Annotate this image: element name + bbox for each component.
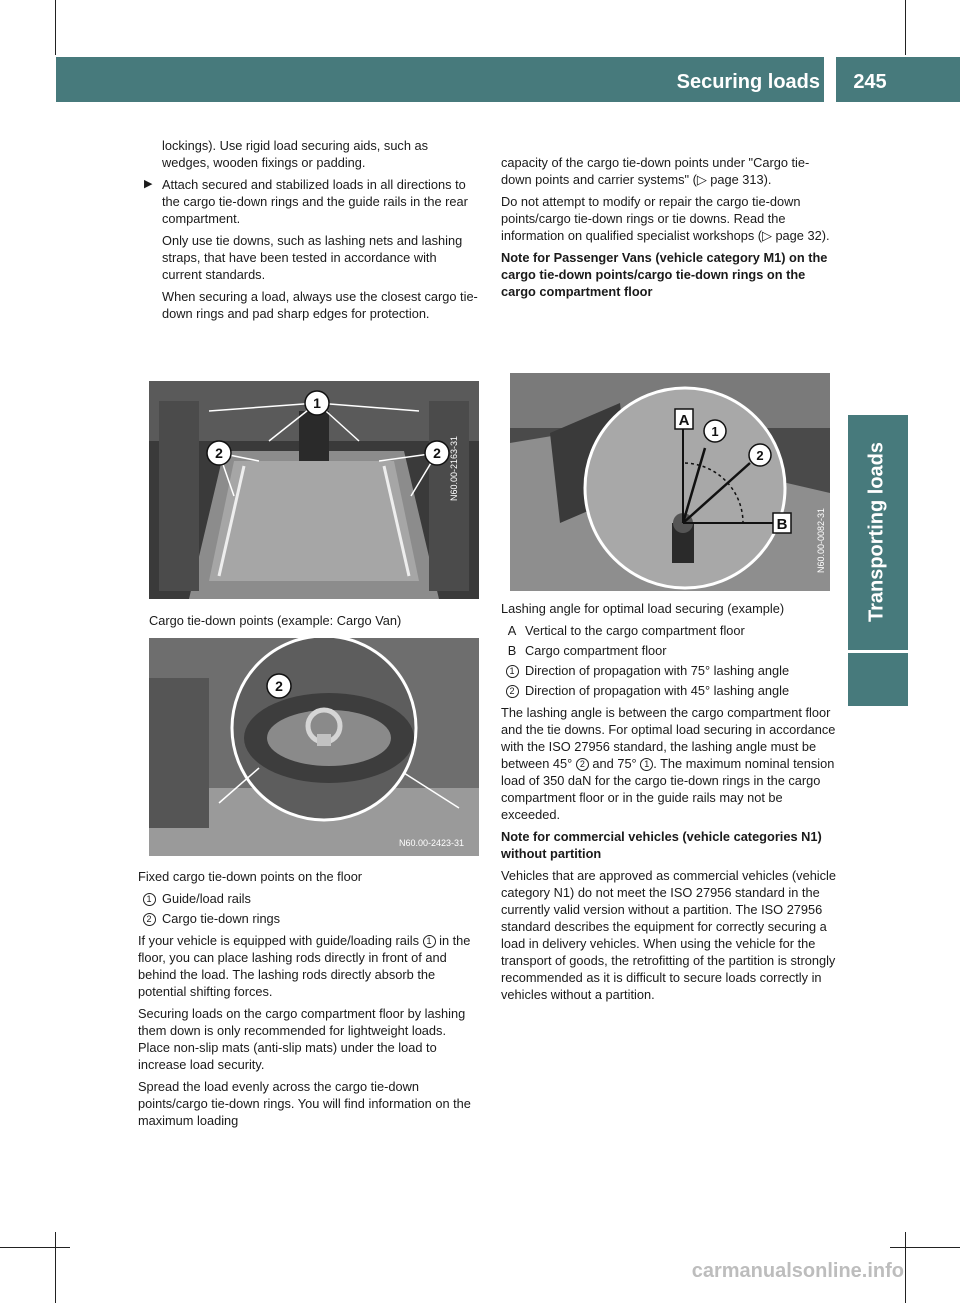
legend-key: 2: [143, 913, 156, 926]
figure-code: N60.00-2163-31: [449, 435, 459, 501]
inline-key: 1: [423, 935, 436, 948]
legend-key: A: [507, 623, 517, 638]
paragraph-lashing-angle: [501, 704, 836, 823]
paragraph-when-securing: When securing a load, always use the closest cargo tie-down rings and pad sharp edges for protection.: [162, 289, 478, 321]
legend-item: [138, 890, 478, 907]
paragraph-capacity: capacity of the cargo tie-down points under "Cargo tie-down points and carrier systems" (▷ page 313).: [501, 155, 810, 187]
svg-text:2: 2: [215, 445, 223, 461]
paragraph-spread: Spread the load evenly across the cargo tie-down points/cargo tie-down rings. You will find information on the maximum loading: [138, 1079, 471, 1128]
tie-down-rings-illustration: [149, 638, 479, 856]
label-2: 2: [756, 448, 764, 463]
figure-cargo-van: [149, 381, 479, 599]
heading-note-passenger-vans: Note for Passenger Vans (vehicle category M1) on the cargo tie-down points/cargo tie-down rings on the cargo compartment floor: [501, 250, 828, 299]
figure-caption-3: Lashing angle for optimal load securing (example): [501, 601, 785, 616]
crop-mark-bottom-right-h: [890, 1247, 960, 1248]
lashing-angle-illustration: [510, 373, 830, 591]
paragraph-securing-loads: Securing loads on the cargo compartment floor by lashing them down is only recommended for lightweight loads. Place non-slip mats (anti-slip mats) under the load to increase load security.: [138, 1006, 466, 1072]
text-run: . The maximum nominal tension load of 350 daN for the cargo tie-down rings in the cargo compartment floor or in the guide rails may not be exceeded.: [501, 756, 835, 822]
crop-mark-top-left-v: [55, 0, 56, 55]
crop-mark-top-right-v: [905, 0, 906, 55]
side-tab-label: [852, 415, 902, 650]
right-column-lower: [501, 600, 836, 1008]
svg-text:2: 2: [275, 678, 283, 694]
section-title: Securing loads: [676, 71, 820, 93]
legend-text: Direction of propagation with 75° lashing angle: [525, 663, 790, 678]
figure-caption-1: Cargo tie-down points (example: Cargo Van): [149, 613, 402, 628]
cargo-van-illustration: [149, 381, 479, 599]
watermark: carmanualsonline.info: [691, 1260, 904, 1282]
label-b: B: [776, 516, 788, 533]
legend-text: Direction of propagation with 45° lashing angle: [525, 683, 790, 698]
side-band-upper: [848, 102, 908, 412]
legend-item: [138, 910, 478, 927]
svg-text:1: 1: [313, 395, 321, 411]
side-tab-text: Transporting loads: [865, 441, 888, 623]
legend-key: 2: [506, 685, 519, 698]
step-text: Attach secured and stabilized loads in all directions to the cargo tie-down rings and the guide rails in the rear compartment.: [162, 177, 468, 226]
paragraph-continuation: lockings). Use rigid load securing aids, such as wedges, wooden fixings or padding.: [162, 138, 429, 170]
page-number: 245: [853, 71, 887, 93]
paragraph-vehicles: Vehicles that are approved as commercial vehicles (vehicle category N1) do not meet the ISO 27956 standard in the currently valid version without a partition. The ISO 27956 standard describes the equipment for correctly securing a load in delivery vehicles. When using the vehicle for the transport of goods, the retrofitting of the partition is strongly recommended as it is difficult to secure loads correctly in vehicles without a partition.: [501, 868, 837, 1002]
legend-item: [501, 642, 836, 659]
legend-text: Vertical to the cargo compartment floor: [525, 623, 745, 638]
header-band-gap: [826, 57, 834, 102]
left-column-lower: [138, 868, 478, 1134]
legend-item: [501, 682, 836, 699]
paragraph-do-not: Do not attempt to modify or repair the cargo tie-down points/cargo tie-down rings or tie downs. Read the information on qualified specialist workshops (▷ page 32).: [501, 194, 830, 243]
legend-key: 1: [143, 893, 156, 906]
text-run: in the floor, you can place lashing rods directly in front of and behind the load. The lashing rods directly absorb the potential shifting forces.: [138, 933, 471, 999]
text-run: and 75°: [588, 756, 641, 771]
text-run: The lashing angle is between the cargo compartment floor and the tie downs. For optimal load securing in accordance with the ISO 27956 standard, the lashing angle must be between 45°: [501, 705, 836, 771]
figure-tie-down-rings: [149, 638, 479, 856]
header-band: [0, 57, 960, 102]
inline-key: 2: [576, 758, 589, 771]
instruction-step: [138, 176, 478, 227]
paragraph-only-use: Only use tie downs, such as lashing nets and lashing straps, that have been tested in accordance with current standards.: [162, 233, 463, 282]
legend-item: [501, 622, 836, 639]
right-column: [501, 154, 831, 305]
heading-note-commercial: Note for commercial vehicles (vehicle categories N1) without partition: [501, 829, 822, 861]
legend-item: [501, 662, 836, 679]
label-a: A: [678, 412, 690, 429]
label-1: 1: [711, 424, 719, 439]
text-run: If your vehicle is equipped with guide/loading rails: [138, 933, 423, 948]
figure-code: N60.00-2423-31: [399, 838, 465, 848]
left-column: [138, 137, 478, 327]
legend-text: Cargo tie-down rings: [162, 911, 281, 926]
legend-key: B: [507, 643, 517, 658]
legend-key: 1: [506, 665, 519, 678]
legend-text: Guide/load rails: [162, 891, 251, 906]
figure-code: N60.00-0082-31: [816, 507, 826, 573]
side-tab-block: [848, 653, 908, 706]
figure-caption-2: Fixed cargo tie-down points on the floor: [138, 869, 363, 884]
step-arrow-icon: ▶: [144, 178, 153, 190]
legend-text: Cargo compartment floor: [525, 643, 667, 658]
crop-mark-bottom-left-h: [0, 1247, 70, 1248]
figure-lashing-angle: [510, 373, 830, 591]
paragraph-if-equipped: [138, 932, 478, 1000]
svg-text:2: 2: [433, 445, 441, 461]
inline-key: 1: [640, 758, 653, 771]
